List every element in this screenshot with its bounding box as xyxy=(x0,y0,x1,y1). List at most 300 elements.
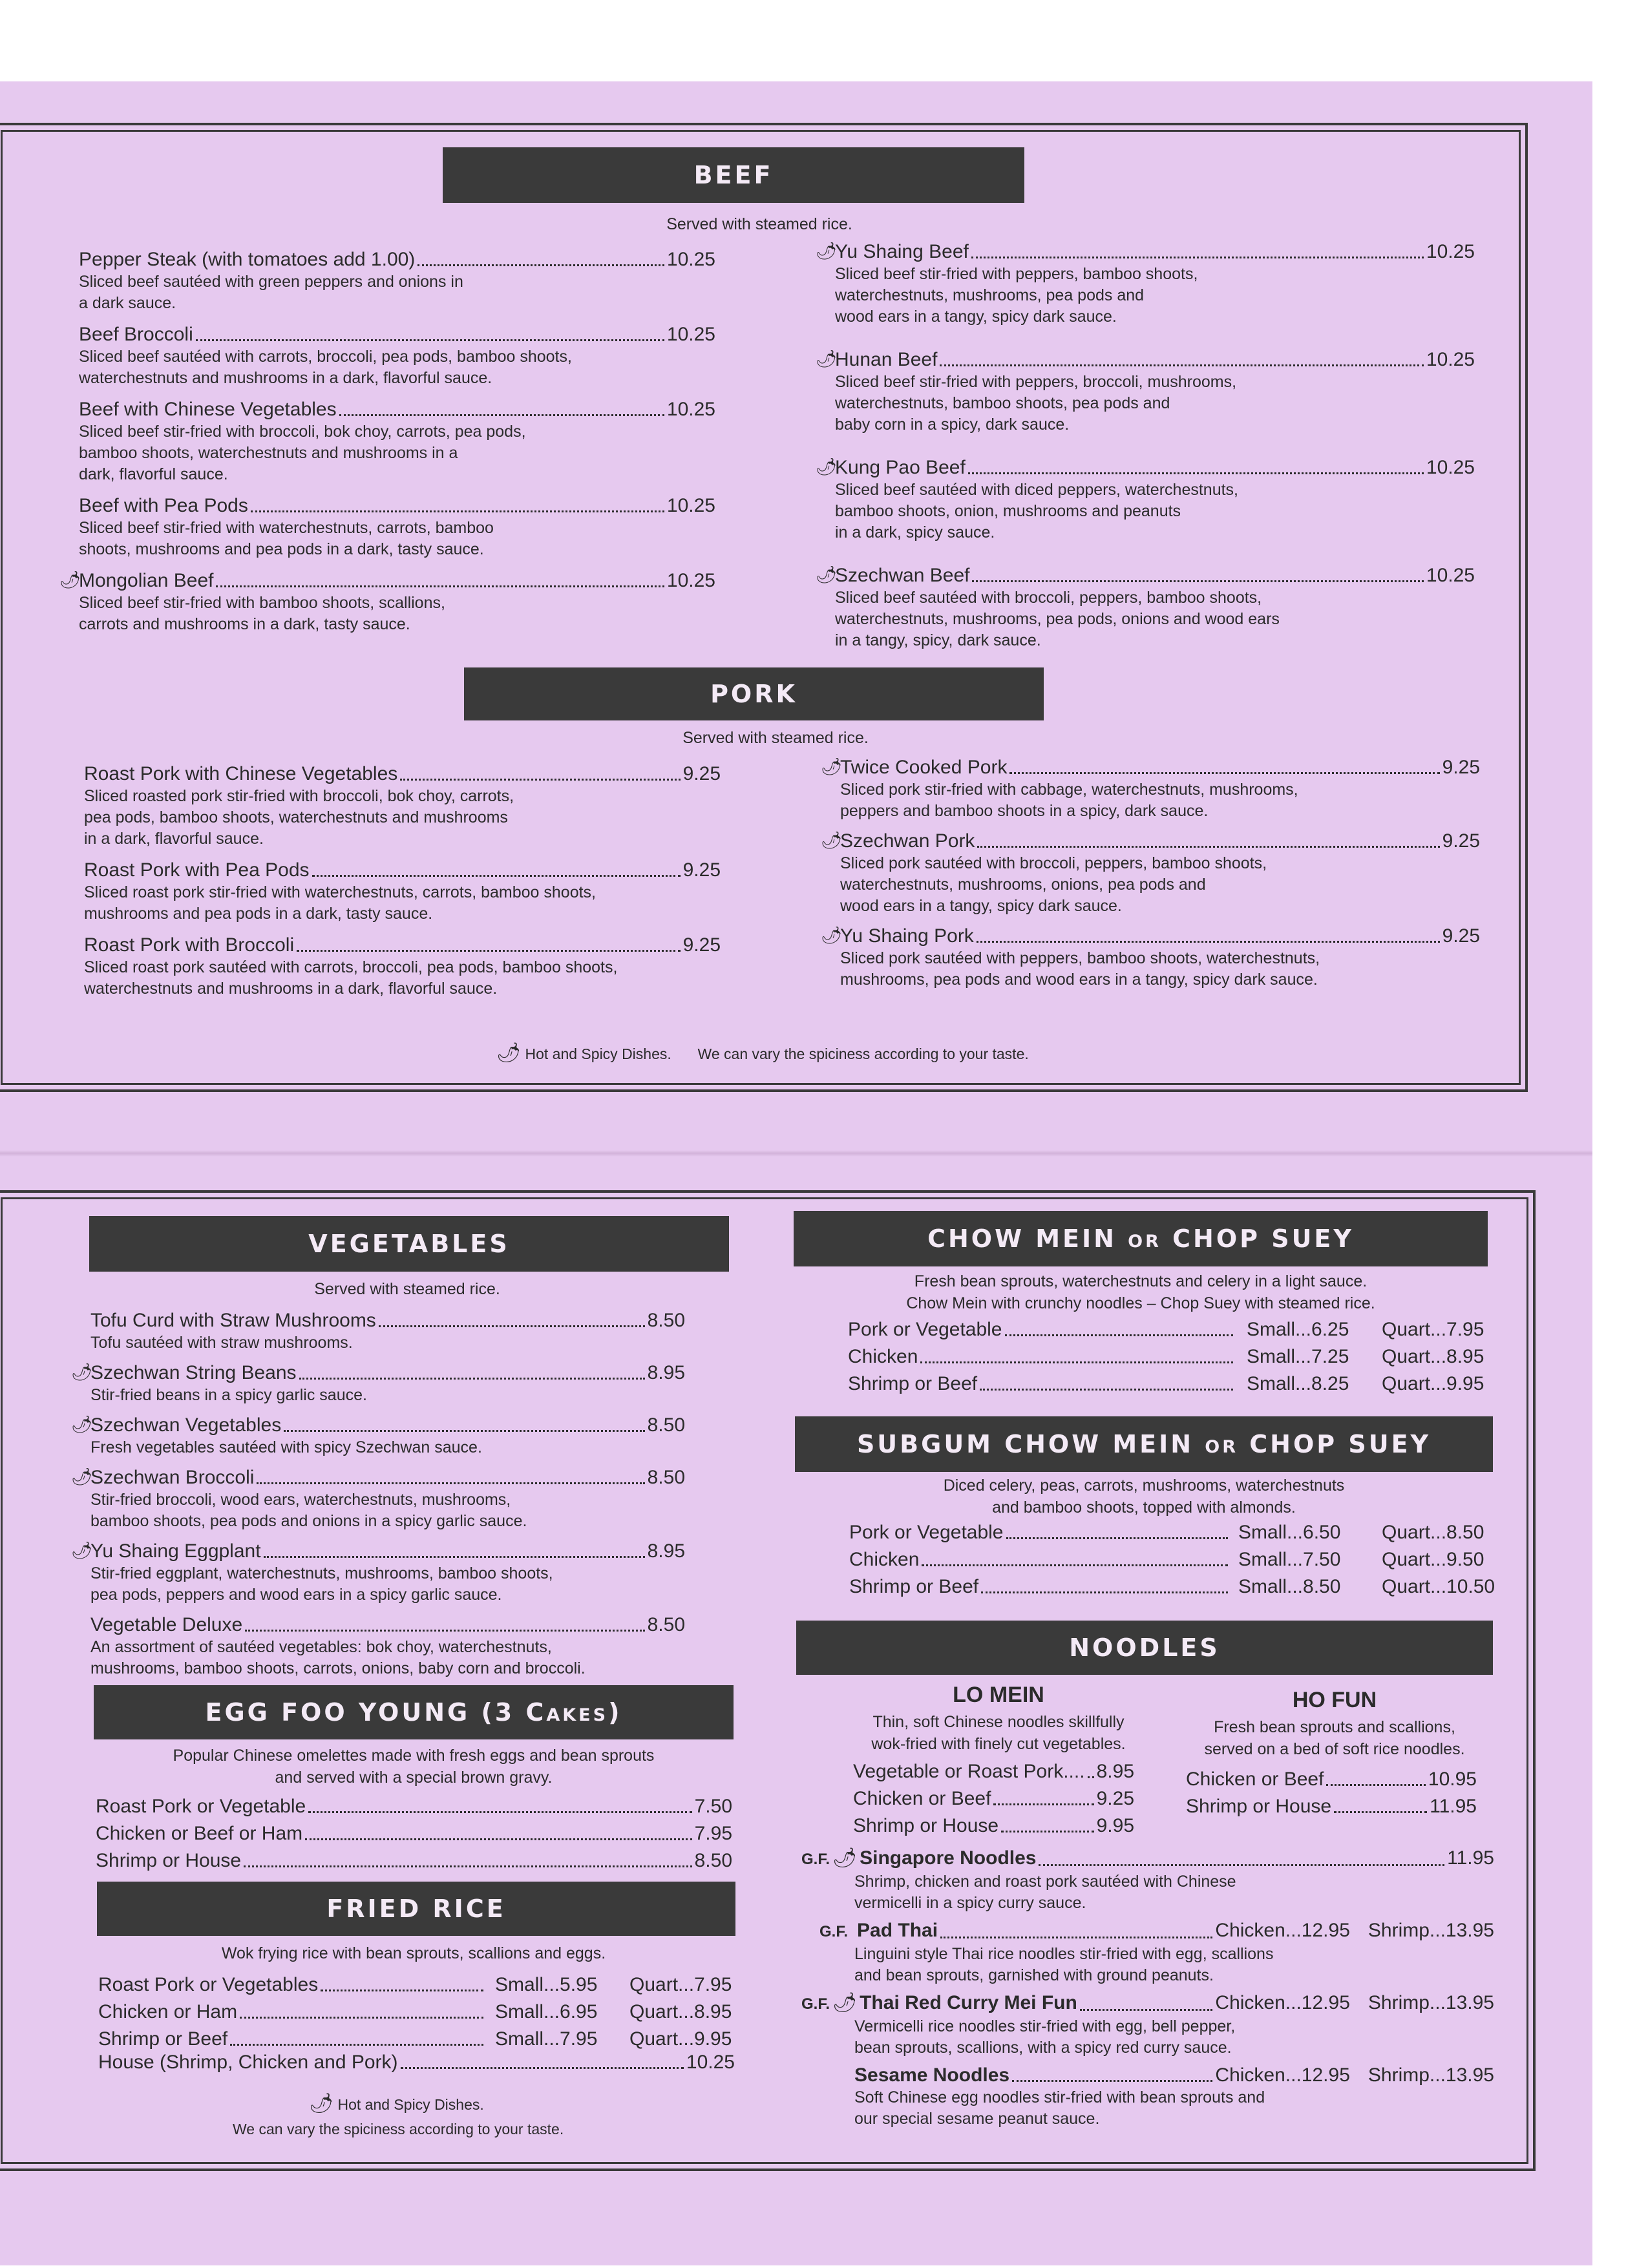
item-name: Roast Pork with Broccoli xyxy=(84,934,295,956)
item-price: 8.95 xyxy=(647,1362,685,1383)
item-description: Sliced beef sautéed with carrots, broccoli, pea pods, bamboo shoots, xyxy=(79,348,572,366)
chili-pepper-icon: 🌶 xyxy=(309,2093,334,2114)
item-price: 9.25 xyxy=(682,934,721,956)
menu-item-row xyxy=(84,859,721,882)
item-description: in a dark, flavorful sauce. xyxy=(84,830,264,848)
item-price: 9.25 xyxy=(1442,830,1480,852)
item-description: mushrooms, pea pods and wood ears in a tangy, spicy dark sauce. xyxy=(840,971,1318,989)
item-description: Sliced roasted pork stir-fried with broccoli, bok choy, carrots, xyxy=(84,787,514,805)
item-description: baby corn in a spicy, dark sauce. xyxy=(835,415,1070,434)
item-name: Singapore Noodles xyxy=(860,1847,1037,1869)
leader-dots xyxy=(1005,1334,1234,1336)
menu-item-row xyxy=(835,564,1475,587)
item-description: Sliced pork sautéed with broccoli, peppers, bamboo shoots, xyxy=(840,854,1267,872)
menu-item xyxy=(821,925,1480,991)
footnote-hot-text: Hot and Spicy Dishes. xyxy=(525,1045,671,1062)
lo-mein-desc-line: wok-fried with finely cut vegetables. xyxy=(871,1735,1126,1753)
sesame-noodles-item xyxy=(854,2064,1494,2130)
menu-item xyxy=(853,1787,1134,1811)
item-description: vermicelli in a spicy curry sauce. xyxy=(854,1894,1086,1912)
menu-item xyxy=(79,248,715,314)
menu-item-row xyxy=(90,1361,685,1385)
menu-item-row xyxy=(835,456,1475,479)
item-name: Vegetable or Roast Pork.... xyxy=(853,1761,1085,1782)
item-name: Shrimp or House xyxy=(1186,1796,1332,1817)
menu-item xyxy=(90,1613,685,1679)
item-price: 9.25 xyxy=(1442,925,1480,947)
menu-item-row xyxy=(90,1309,685,1332)
menu-item-row xyxy=(96,1849,732,1873)
shrimp-price: Shrimp...13.95 xyxy=(1368,2064,1494,2086)
fried-rice-banner: FRIED RICE xyxy=(97,1882,735,1936)
gluten-free-label: G.F. xyxy=(801,1851,830,1868)
item-description: mushrooms, bamboo shoots, carrots, onions, baby corn and broccoli. xyxy=(90,1659,586,1677)
menu-item xyxy=(98,2028,772,2051)
item-name: Sesame Noodles xyxy=(854,2064,1010,2086)
leader-dots xyxy=(417,264,664,266)
item-description: Tofu sautéed with straw mushrooms. xyxy=(90,1334,353,1352)
menu-item-row xyxy=(854,2064,1494,2087)
quart-price: Quart...7.95 xyxy=(1382,1319,1484,1340)
menu-item xyxy=(84,859,721,925)
chili-pepper-icon: 🌶 xyxy=(496,1042,522,1064)
menu-item-row xyxy=(96,1795,732,1818)
item-name: Chicken or Ham xyxy=(98,2001,238,2022)
small-price: Small...8.50 xyxy=(1238,1576,1341,1597)
item-description: Sliced beef stir-fried with peppers, broccoli, mushrooms, xyxy=(835,373,1237,391)
item-description: dark, flavorful sauce. xyxy=(79,465,228,483)
vegetables-subtitle: Served with steamed rice. xyxy=(314,1280,500,1298)
item-description: Sliced beef stir-fried with broccoli, bok choy, carrots, pea pods, xyxy=(79,423,526,441)
item-description: Sliced beef sautéed with diced peppers, waterchestnuts, xyxy=(835,481,1238,499)
pad-thai-item xyxy=(819,1919,1494,1986)
menu-item-row xyxy=(98,2051,735,2074)
leader-dots xyxy=(284,1430,644,1432)
item-description: pea pods, peppers and wood ears in a spicy garlic sauce. xyxy=(90,1586,502,1604)
item-description: shoots, mushrooms and pea pods in a dark, tasty sauce. xyxy=(79,540,484,558)
chow-mein-subtitle xyxy=(821,1270,1461,1314)
gluten-free-label: G.F. xyxy=(819,1923,849,1940)
menu-item-row xyxy=(849,1521,1231,1544)
item-description: bean sprouts, scallions, with a spicy red curry sauce. xyxy=(854,2039,1232,2057)
menu-item xyxy=(816,564,1475,651)
menu-item xyxy=(90,1309,685,1354)
item-price: 7.95 xyxy=(694,1823,732,1844)
item-description: Stir-fried beans in a spicy garlic sauce. xyxy=(90,1386,367,1404)
chicken-price: Chicken...12.95 xyxy=(1215,1920,1350,1941)
item-description: Sliced roast pork stir-fried with waterchestnuts, carrots, bamboo shoots, xyxy=(84,883,596,901)
egg-foo-young-banner: EGG FOO YOUNG (3 Cakes) xyxy=(94,1685,734,1739)
small-price: Small...7.50 xyxy=(1238,1549,1341,1570)
leader-dots xyxy=(251,510,664,512)
item-name: Pad Thai xyxy=(857,1920,938,1941)
item-name: Shrimp or House xyxy=(853,1815,999,1836)
chili-pepper-icon: 🌶 xyxy=(832,1992,858,2013)
lo-mein-heading: LO MEIN xyxy=(953,1683,1044,1707)
leader-dots xyxy=(244,1865,692,1867)
item-name: Mongolian Beef xyxy=(79,570,214,591)
chili-pepper-icon: 🌶 xyxy=(71,1540,93,1560)
fried-rice-footnote-vary: We can vary the spiciness according to your taste. xyxy=(233,2121,564,2137)
quart-price: Quart...9.95 xyxy=(629,2028,732,2050)
menu-item-row xyxy=(801,1847,1494,1871)
item-price: 8.95 xyxy=(647,1540,685,1562)
menu-item xyxy=(849,1521,1524,1544)
leader-dots xyxy=(981,1591,1228,1593)
item-name: Pork or Vegetable xyxy=(848,1319,1002,1340)
item-name: Chicken xyxy=(849,1549,920,1570)
small-price: Small...5.95 xyxy=(495,1974,598,1995)
chili-pepper-icon: 🌶 xyxy=(821,757,843,776)
chili-pepper-icon: 🌶 xyxy=(816,565,838,584)
menu-item xyxy=(1186,1768,1477,1791)
footnote-vary-text: We can vary the spiciness according to your taste. xyxy=(697,1045,1029,1062)
item-price: 11.95 xyxy=(1430,1796,1477,1817)
item-description: waterchestnuts, mushrooms, onions, pea pods and xyxy=(840,876,1206,894)
item-price: 8.50 xyxy=(694,1850,732,1871)
menu-item-row xyxy=(90,1466,685,1489)
item-price: 9.25 xyxy=(682,763,721,784)
item-description: Sliced pork stir-fried with cabbage, waterchestnuts, mushrooms, xyxy=(840,781,1298,799)
egg-foo-young-subtitle-line: Popular Chinese omelettes made with fresh eggs and bean sprouts xyxy=(173,1747,655,1765)
menu-item-row xyxy=(90,1414,685,1437)
menu-item-row xyxy=(90,1613,685,1637)
menu-item-row xyxy=(98,2000,486,2024)
leader-dots xyxy=(977,846,1439,848)
menu-item-row xyxy=(79,398,715,421)
menu-item-row xyxy=(849,1548,1231,1571)
menu-item xyxy=(84,934,721,1000)
item-price: 10.25 xyxy=(1426,241,1475,262)
item-description: Stir-fried broccoli, wood ears, waterchestnuts, mushrooms, xyxy=(90,1491,511,1509)
leader-dots xyxy=(401,2067,684,2069)
shrimp-price: Shrimp...13.95 xyxy=(1368,1920,1494,1941)
menu-item xyxy=(821,756,1480,822)
item-price: 8.50 xyxy=(647,1414,685,1436)
chili-pepper-icon: 🌶 xyxy=(71,1362,93,1381)
item-description: Stir-fried eggplant, waterchestnuts, mushrooms, bamboo shoots, xyxy=(90,1564,553,1582)
small-price: Small...7.25 xyxy=(1247,1346,1349,1367)
item-description: Sliced pork sautéed with peppers, bamboo shoots, waterchestnuts, xyxy=(840,949,1320,967)
item-price: 8.50 xyxy=(647,1467,685,1488)
item-price: 10.25 xyxy=(1426,457,1475,478)
menu-item xyxy=(848,1318,1524,1341)
leader-dots xyxy=(940,1937,1212,1938)
item-price: 10.25 xyxy=(666,570,715,591)
menu-item xyxy=(79,398,715,485)
small-price: Small...8.25 xyxy=(1247,1373,1349,1394)
item-price: 8.50 xyxy=(647,1310,685,1331)
item-description: our special sesame peanut sauce. xyxy=(854,2110,1100,2128)
small-price: Small...7.95 xyxy=(495,2028,598,2050)
menu-item-row xyxy=(840,830,1480,853)
item-price: 9.25 xyxy=(682,859,721,881)
item-description: waterchestnuts and mushrooms in a dark, flavorful sauce. xyxy=(84,980,498,998)
menu-item xyxy=(71,1361,685,1406)
item-price: 9.25 xyxy=(1442,757,1480,778)
ho-fun-desc-line: served on a bed of soft rice noodles. xyxy=(1204,1740,1465,1758)
menu-item xyxy=(848,1345,1524,1369)
item-price: 9.95 xyxy=(1096,1815,1134,1836)
menu-item-row xyxy=(1186,1768,1477,1791)
menu-item xyxy=(821,830,1480,917)
menu-item-row xyxy=(835,240,1475,264)
item-description: in a dark, spicy sauce. xyxy=(835,523,995,541)
menu-item xyxy=(853,1814,1134,1838)
item-name: Roast Pork or Vegetable xyxy=(96,1796,306,1817)
item-name: House (Shrimp, Chicken and Pork) xyxy=(98,2052,398,2073)
leader-dots xyxy=(257,1482,644,1484)
item-name: Roast Pork with Chinese Vegetables xyxy=(84,763,398,784)
menu-item-row xyxy=(853,1760,1134,1783)
item-price: 10.25 xyxy=(686,2052,735,2073)
item-description: Shrimp, chicken and roast pork sautéed with Chinese xyxy=(854,1873,1236,1891)
item-name: Shrimp or Beef xyxy=(849,1576,979,1597)
leader-dots xyxy=(400,779,680,781)
item-name: Szechwan Beef xyxy=(835,565,970,586)
chili-pepper-icon: 🌶 xyxy=(816,457,838,476)
menu-item xyxy=(816,240,1475,328)
quart-price: Quart...8.95 xyxy=(1382,1346,1484,1367)
item-description: carrots and mushrooms in a dark, tasty sauce. xyxy=(79,615,410,633)
item-name: Roast Pork or Vegetables xyxy=(98,1974,319,1995)
menu-item xyxy=(853,1760,1134,1783)
leader-dots xyxy=(321,1990,483,1991)
chow-mein-banner: CHOW MEIN or CHOP SUEY xyxy=(794,1211,1488,1266)
small-price: Small...6.95 xyxy=(495,2001,598,2022)
item-description: in a tangy, spicy, dark sauce. xyxy=(835,631,1041,649)
chili-pepper-icon: 🌶 xyxy=(832,1847,858,1869)
item-name: Hunan Beef xyxy=(835,349,938,370)
subgum-banner: SUBGUM CHOW MEIN or CHOP SUEY xyxy=(795,1416,1493,1472)
item-name: Shrimp or Beef xyxy=(848,1373,978,1394)
item-price: 10.25 xyxy=(1426,565,1475,586)
item-description: waterchestnuts and mushrooms in a dark, flavorful sauce. xyxy=(79,369,492,387)
item-description: wood ears in a tangy, spicy dark sauce. xyxy=(835,308,1117,326)
item-name: Thai Red Curry Mei Fun xyxy=(860,1992,1077,2013)
leader-dots xyxy=(1080,2009,1213,2011)
item-price: 9.25 xyxy=(1096,1788,1134,1809)
item-name: Shrimp or House xyxy=(96,1850,242,1871)
menu-item-row xyxy=(849,1575,1231,1599)
leader-dots xyxy=(1012,2080,1212,2082)
quart-price: Quart...8.95 xyxy=(629,2001,732,2022)
chicken-price: Chicken...12.95 xyxy=(1215,1992,1350,2013)
menu-item xyxy=(98,1973,772,1997)
item-name: Szechwan String Beans xyxy=(90,1362,297,1383)
item-price: 10.25 xyxy=(666,249,715,270)
item-price: 10.25 xyxy=(666,495,715,516)
pork-subtitle: Served with steamed rice. xyxy=(682,729,869,747)
menu-item xyxy=(96,1822,732,1845)
menu-item xyxy=(816,456,1475,543)
leader-dots xyxy=(940,364,1423,366)
item-description: waterchestnuts, bamboo shoots, pea pods and xyxy=(835,394,1170,412)
leader-dots xyxy=(245,1630,644,1632)
item-name: Pepper Steak (with tomatoes add 1.00) xyxy=(79,249,416,270)
item-name: Kung Pao Beef xyxy=(835,457,966,478)
leader-dots xyxy=(1001,1831,1094,1832)
menu-item-row xyxy=(79,494,715,518)
small-price: Small...6.25 xyxy=(1247,1319,1349,1340)
beef-subtitle: Served with steamed rice. xyxy=(666,215,852,233)
ho-fun-desc xyxy=(1183,1716,1486,1760)
item-description: peppers and bamboo shoots in a spicy, dark sauce. xyxy=(840,802,1209,820)
item-name: Yu Shaing Pork xyxy=(840,925,974,947)
leader-dots xyxy=(216,585,664,587)
leader-dots xyxy=(297,950,681,952)
shrimp-price: Shrimp...13.95 xyxy=(1368,1992,1494,2013)
item-description: Vermicelli rice noodles stir-fried with egg, bell pepper, xyxy=(854,2017,1236,2035)
leader-dots xyxy=(920,1361,1233,1363)
pork-footnote xyxy=(496,1042,1029,1064)
menu-item-row xyxy=(840,925,1480,948)
item-description: pea pods, bamboo shoots, waterchestnuts and mushrooms xyxy=(84,808,508,826)
chicken-price: Chicken...12.95 xyxy=(1215,2064,1350,2086)
leader-dots xyxy=(264,1556,645,1558)
quart-price: Quart...9.50 xyxy=(1382,1549,1484,1570)
item-name: Chicken or Beef or Ham xyxy=(96,1823,303,1844)
lo-mein-desc-line: Thin, soft Chinese noodles skillfully xyxy=(872,1713,1125,1731)
item-name: Szechwan Broccoli xyxy=(90,1467,255,1488)
leader-dots xyxy=(312,875,681,877)
pork-banner: PORK xyxy=(464,667,1044,720)
thai-red-curry-item xyxy=(801,1991,1494,2059)
item-name: Shrimp or Beef xyxy=(98,2028,228,2050)
menu-item-row xyxy=(801,1991,1494,2016)
item-name: Chicken or Beef xyxy=(1186,1769,1324,1790)
item-price: 8.50 xyxy=(647,1614,685,1635)
menu-item xyxy=(71,1414,685,1458)
quart-price: Quart...7.95 xyxy=(629,1974,732,1995)
item-name: Szechwan Pork xyxy=(840,830,975,852)
subgum-subtitle-line: and bamboo shoots, topped with almonds. xyxy=(992,1498,1296,1517)
item-description: Sliced roast pork sautéed with carrots, broccoli, pea pods, bamboo shoots, xyxy=(84,958,618,976)
item-price: 11.95 xyxy=(1447,1847,1494,1869)
small-price: Small...6.50 xyxy=(1238,1522,1341,1543)
footnote-hot-text: Hot and Spicy Dishes. xyxy=(337,2096,484,2113)
leader-dots xyxy=(308,1811,692,1813)
item-price: 10.95 xyxy=(1428,1769,1477,1790)
leader-dots xyxy=(968,472,1424,474)
leader-dots xyxy=(379,1325,645,1327)
leader-dots xyxy=(977,941,1440,943)
item-description: Sliced beef sautéed with broccoli, peppers, bamboo shoots, xyxy=(835,589,1262,607)
menu-item-row xyxy=(98,2028,486,2051)
item-description: and bean sprouts, garnished with ground peanuts. xyxy=(854,1966,1214,1984)
menu-item-row xyxy=(853,1814,1134,1838)
leader-dots xyxy=(980,1389,1233,1391)
leader-dots xyxy=(922,1564,1228,1566)
chili-pepper-icon: 🌶 xyxy=(821,925,843,945)
menu-item xyxy=(79,323,715,389)
menu-item-row xyxy=(835,348,1475,372)
chow-mein-subtitle-line: Chow Mein with crunchy noodles – Chop Suey with steamed rice. xyxy=(906,1294,1375,1312)
beef-banner: BEEF xyxy=(443,147,1024,203)
leader-dots xyxy=(972,580,1423,582)
fried-rice-footnote-hot xyxy=(309,2092,484,2115)
menu-item xyxy=(84,762,721,850)
item-name: Chicken or Beef xyxy=(853,1788,991,1809)
leader-dots xyxy=(240,2017,483,2019)
menu-item xyxy=(96,1849,732,1873)
item-description: waterchestnuts, mushrooms, pea pods and xyxy=(835,286,1145,304)
quart-price: Quart...8.50 xyxy=(1382,1522,1484,1543)
item-name: Yu Shaing Eggplant xyxy=(90,1540,261,1562)
leader-dots xyxy=(196,339,664,341)
leader-dots xyxy=(339,414,664,416)
menu-item xyxy=(59,569,715,635)
leader-dots xyxy=(1006,1537,1229,1539)
menu-item xyxy=(848,1372,1524,1396)
item-name: Tofu Curd with Straw Mushrooms xyxy=(90,1310,376,1331)
leader-dots xyxy=(993,1803,1093,1805)
item-description: wood ears in a tangy, spicy dark sauce. xyxy=(840,897,1122,915)
egg-foo-young-subtitle xyxy=(116,1745,711,1789)
menu-item-row xyxy=(848,1372,1236,1396)
menu-item-row xyxy=(79,248,715,271)
item-price: 10.25 xyxy=(666,324,715,345)
chili-pepper-icon: 🌶 xyxy=(816,241,838,260)
item-name: Beef Broccoli xyxy=(79,324,193,345)
subgum-subtitle xyxy=(840,1475,1448,1518)
leader-dots xyxy=(230,2044,483,2046)
item-name: Pork or Vegetable xyxy=(849,1522,1004,1543)
menu-item-row xyxy=(848,1345,1236,1369)
item-name: Chicken xyxy=(848,1346,918,1367)
menu-item xyxy=(79,494,715,560)
item-price: 10.25 xyxy=(666,399,715,420)
chili-pepper-icon: 🌶 xyxy=(59,570,81,589)
chili-pepper-icon: 🌶 xyxy=(821,830,843,850)
fried-rice-subtitle: Wok frying rice with bean sprouts, scallions and eggs. xyxy=(221,1944,606,1962)
item-price: 7.50 xyxy=(694,1796,732,1817)
item-price: 8.95 xyxy=(1096,1761,1134,1782)
item-description: Fresh vegetables sautéed with spicy Szechwan sauce. xyxy=(90,1438,482,1456)
menu-item-row xyxy=(79,323,715,346)
chow-mein-subtitle-line: Fresh bean sprouts, waterchestnuts and celery in a light sauce. xyxy=(914,1272,1368,1290)
leader-dots xyxy=(1009,772,1439,774)
leader-dots xyxy=(299,1378,645,1380)
lo-mein-desc xyxy=(840,1711,1157,1755)
menu-item xyxy=(71,1540,685,1606)
item-name: Yu Shaing Beef xyxy=(835,241,969,262)
subgum-subtitle-line: Diced celery, peas, carrots, mushrooms, waterchestnuts xyxy=(943,1476,1345,1495)
item-description: Sliced beef stir-fried with peppers, bamboo shoots, xyxy=(835,265,1198,283)
item-name: Beef with Chinese Vegetables xyxy=(79,399,337,420)
paper-fold xyxy=(0,1150,1592,1157)
item-name: Roast Pork with Pea Pods xyxy=(84,859,310,881)
item-description: bamboo shoots, onion, mushrooms and peanuts xyxy=(835,502,1181,520)
menu-item xyxy=(1186,1795,1477,1818)
ho-fun-heading: HO FUN xyxy=(1292,1688,1377,1712)
leader-dots xyxy=(305,1838,692,1840)
item-description: Sliced beef sautéed with green peppers and onions in xyxy=(79,273,463,291)
menu-item-row xyxy=(84,762,721,786)
item-description: Sliced beef stir-fried with waterchestnuts, carrots, bamboo xyxy=(79,519,494,537)
menu-item-row xyxy=(98,1973,486,1997)
menu-item-row xyxy=(840,756,1480,779)
leader-dots xyxy=(1326,1784,1425,1786)
fried-rice-house xyxy=(98,2051,735,2074)
menu-item xyxy=(849,1575,1524,1599)
item-description: bamboo shoots, pea pods and onions in a spicy garlic sauce. xyxy=(90,1512,527,1530)
menu-item xyxy=(816,348,1475,436)
item-price: 10.25 xyxy=(1426,349,1475,370)
menu-item xyxy=(849,1548,1524,1571)
egg-foo-young-subtitle-line: and served with a special brown gravy. xyxy=(275,1769,553,1787)
item-description: Soft Chinese egg noodles stir-fried with bean sprouts and xyxy=(854,2088,1265,2106)
